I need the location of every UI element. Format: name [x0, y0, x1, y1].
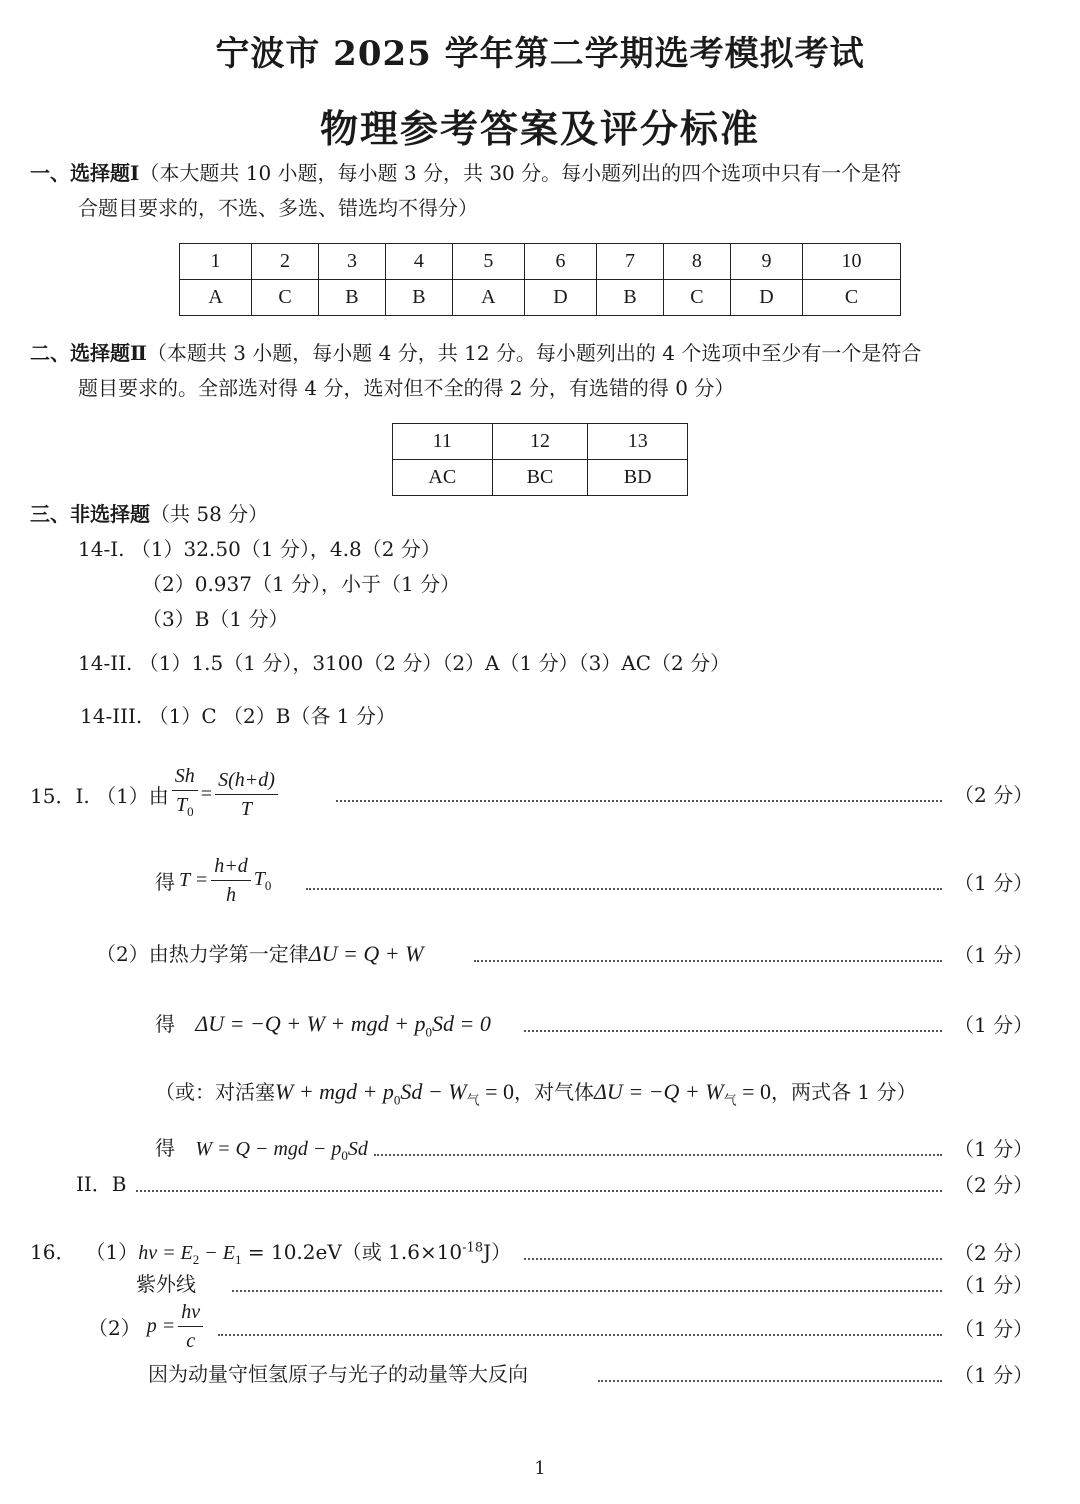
section2-desc1: （本题共 3 小题，每小题 4 分，共 12 分。每小题列出的 4 个选项中至少有一个是符合 — [146, 341, 922, 365]
fraction-numerator: S(h+d) — [215, 766, 278, 795]
equation — [195, 1011, 491, 1040]
score: （1 分） — [954, 1273, 1034, 1297]
section2-question-row — [393, 424, 688, 460]
q16-line1 — [30, 1236, 511, 1268]
dotted-leader — [306, 888, 942, 890]
q-number: 1 — [180, 244, 252, 280]
q16-label: 16． — [30, 1240, 76, 1264]
section1-question-row — [180, 244, 901, 280]
q14-3: 14-III. （1）C （2）B（各 1 分） — [80, 704, 396, 728]
text-prefix: 得 — [155, 1012, 175, 1036]
q15-line4 — [155, 1008, 491, 1040]
fraction — [172, 762, 198, 826]
equation — [594, 1079, 772, 1108]
q-number: 12 — [492, 424, 588, 460]
q14-1-part2: （2）0.937（1 分），小于（1 分） — [142, 572, 461, 596]
fraction-denominator: h — [226, 884, 237, 906]
q-answer: B — [319, 280, 386, 316]
page-number: 1 — [534, 1458, 546, 1479]
text: （2）由热力学第一定律 — [96, 942, 309, 966]
section2-heading: 二、选择题Ⅱ — [30, 341, 147, 365]
q-number: 10 — [802, 244, 900, 280]
section1-line1 — [30, 155, 901, 191]
symbol: T — [253, 867, 265, 890]
dotted-leader — [218, 1334, 942, 1336]
section1-desc2: 合题目要求的，不选、多选、错选均不得分） — [78, 196, 478, 220]
q-number: 13 — [588, 424, 688, 460]
equation: p = — [146, 1315, 176, 1337]
q-number: 5 — [452, 244, 524, 280]
q15-part2: II．B — [76, 1172, 127, 1196]
subscript: 气 — [466, 1092, 480, 1108]
equation — [275, 1079, 515, 1108]
q-number: 9 — [730, 244, 802, 280]
section2-answer-row — [393, 460, 688, 496]
q15-line1 — [30, 762, 281, 826]
subscript: 2 — [192, 1252, 200, 1267]
q15-line6 — [155, 1132, 368, 1164]
q15-line3 — [96, 938, 423, 967]
equation: ΔU = Q + W — [308, 941, 424, 966]
superscript: -18 — [462, 1240, 484, 1256]
q-answer: C — [802, 280, 900, 316]
section3-desc: （共 58 分） — [150, 502, 269, 526]
score: （2 分） — [954, 783, 1034, 807]
section3-line — [30, 496, 268, 532]
dotted-leader — [524, 1030, 942, 1032]
q-number: 3 — [319, 244, 386, 280]
text: ，两式各 1 分） — [771, 1080, 917, 1104]
fraction-numerator: Sh — [172, 762, 198, 791]
text: ，对气体 — [514, 1080, 595, 1104]
subscript: 1 — [235, 1252, 242, 1267]
dotted-leader — [474, 960, 942, 962]
text-prefix: 得 — [155, 1136, 175, 1160]
q-answer: D — [730, 280, 802, 316]
subscript: 0 — [341, 1148, 348, 1163]
score: （1 分） — [954, 1013, 1034, 1037]
fraction — [211, 852, 251, 909]
answer-key-title: 物理参考答案及评分标准 — [319, 106, 760, 151]
subscript: 0 — [393, 1092, 401, 1108]
q16-line3 — [88, 1298, 206, 1355]
dotted-leader — [336, 800, 942, 802]
section1-desc1: （本大题共 10 小题，每小题 3 分，共 30 分。每小题列出的四个选项中只有一个是符 — [139, 161, 902, 185]
q15-label: 15．I. （1）由 — [30, 783, 169, 808]
score: （2 分） — [954, 1173, 1034, 1197]
q-answer: B — [385, 280, 452, 316]
q15-line2 — [155, 852, 271, 909]
fraction-denominator — [173, 791, 197, 826]
q14-1-part1: 14-I. （1）32.50（1 分），4.8（2 分） — [78, 537, 441, 561]
section2-line1 — [30, 335, 921, 371]
q-answer: B — [597, 280, 664, 316]
q-answer: A — [180, 280, 252, 316]
fraction — [178, 1298, 203, 1355]
q-answer: A — [452, 280, 524, 316]
score: （2 分） — [954, 1241, 1034, 1265]
exam-title: 宁波市 2025 学年第二学期选考模拟考试 — [215, 34, 865, 74]
fraction-denominator: c — [186, 1330, 196, 1352]
fraction-numerator: h+d — [211, 852, 251, 881]
eq-part: ΔU = −Q + W + mgd + p — [195, 1011, 426, 1036]
subscript: 0 — [187, 804, 194, 819]
section3-heading: 三、非选择题 — [30, 502, 150, 526]
score: （1 分） — [954, 1363, 1034, 1387]
q-number: 11 — [393, 424, 493, 460]
q-number: 7 — [597, 244, 664, 280]
section2-desc2: 题目要求的。全部选对得 4 分，选对但不全的得 2 分，有选错的得 0 分） — [78, 376, 735, 400]
score: （1 分） — [954, 1137, 1034, 1161]
unit-text: J） — [483, 1240, 512, 1264]
q-answer: D — [524, 280, 596, 316]
q-answer: BC — [492, 460, 588, 496]
equation — [195, 1138, 368, 1163]
den-symbol: T — [175, 794, 188, 816]
dotted-leader — [524, 1258, 942, 1260]
equals-sign: = — [200, 782, 213, 805]
section1-answer-row — [180, 280, 901, 316]
q-number: 4 — [385, 244, 452, 280]
eq-part: hν = E — [138, 1242, 193, 1264]
eq-part: W + mgd + p — [275, 1079, 394, 1104]
eq-part: Sd = 0 — [432, 1011, 491, 1036]
score: （1 分） — [954, 1317, 1034, 1341]
eq-part: = 0 — [479, 1079, 515, 1104]
fraction — [215, 766, 278, 823]
dotted-leader — [598, 1380, 942, 1382]
subscript: 0 — [264, 877, 272, 893]
section2-answer-table — [392, 423, 688, 496]
part-label: （2） — [88, 1316, 141, 1340]
eq-part: ΔU = −Q + W — [594, 1079, 724, 1104]
score: （1 分） — [954, 943, 1034, 967]
text: （或：对活塞 — [155, 1080, 275, 1104]
q-answer: BD — [588, 460, 688, 496]
value-text: = 10.2eV（或 1.6×10 — [241, 1240, 463, 1264]
section1-heading: 一、选择题Ⅰ — [30, 161, 140, 185]
q-number: 6 — [524, 244, 596, 280]
section1-answer-table — [179, 243, 901, 316]
equation — [138, 1242, 242, 1267]
eq-part: W = Q − mgd − p — [195, 1138, 342, 1160]
fraction-numerator: hν — [178, 1298, 203, 1327]
q15-line5 — [155, 1076, 916, 1108]
score: （1 分） — [954, 871, 1034, 895]
q14-1-part3: （3）B（1 分） — [142, 607, 289, 631]
dotted-leader — [374, 1154, 942, 1156]
q-number: 8 — [663, 244, 730, 280]
eq-part: Sd — [347, 1138, 368, 1160]
q16-line2: 紫外线 — [136, 1272, 196, 1296]
text-prefix: 得 — [155, 870, 175, 894]
equation: T = — [179, 869, 209, 891]
q-answer: C — [252, 280, 319, 316]
part-label: （1） — [95, 1240, 139, 1264]
subscript: 气 — [723, 1092, 737, 1108]
q-number: 2 — [252, 244, 319, 280]
dotted-leader — [232, 1290, 942, 1292]
fraction-denominator: T — [240, 797, 253, 820]
q-answer: AC — [393, 460, 493, 496]
q-answer: C — [663, 280, 730, 316]
eq-part: = 0 — [736, 1079, 772, 1104]
equation — [254, 868, 272, 894]
q16-line4: 因为动量守恒氢原子与光子的动量等大反向 — [148, 1362, 528, 1386]
dotted-leader — [136, 1190, 942, 1192]
eq-part: − E — [199, 1242, 235, 1264]
subscript: 0 — [425, 1024, 432, 1040]
eq-part: Sd − W — [400, 1079, 467, 1104]
q14-2: 14-II. （1）1.5（1 分），3100（2 分）（2）A（1 分）（3）AC（2 分） — [78, 651, 731, 675]
